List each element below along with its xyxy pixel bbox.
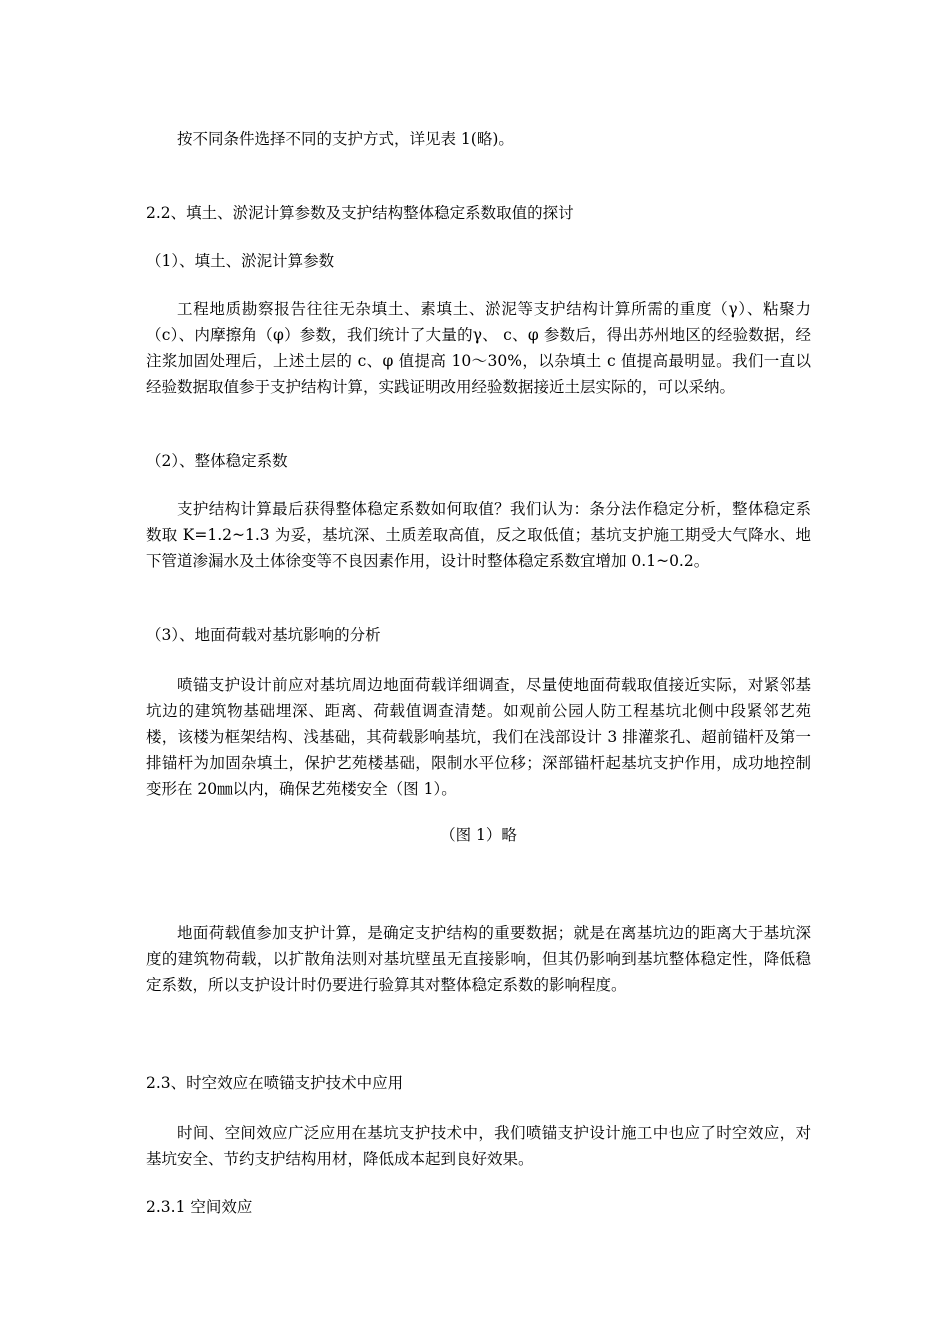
subsection-heading-1: （1）、填土、淤泥计算参数 — [146, 252, 335, 270]
subsection-heading-3: （3）、地面荷载对基坑影响的分析 — [146, 626, 381, 644]
intro-paragraph: 按不同条件选择不同的支护方式，详见表 1(略)。 — [177, 130, 514, 148]
paragraph-time-space-effect: 时间、空间效应广泛应用在基坑支护技术中，我们喷锚支护设计施工中也应了时空效应，对基坑安全、节约支护结构用材，降低成本起到良好效果。 — [146, 1124, 811, 1168]
section-heading-2-3: 2.3、时空效应在喷锚支护技术中应用 — [146, 1074, 404, 1092]
paragraph-stability-coefficient: 支护结构计算最后获得整体稳定系数如何取值？我们认为：条分法作稳定分析，整体稳定系数取 K=1.2~1.3 为妥，基坑深、土质差取高值，反之取低值；基坑支护施工期受大气降水、地下管道渗漏水及土体徐变等不良因素作用，设计时整体稳定系数宜增加 0.1~0.2。 — [146, 500, 811, 570]
section-heading-2-2: 2.2、填土、淤泥计算参数及支护结构整体稳定系数取值的探讨 — [146, 204, 574, 222]
paragraph-fill-parameters: 工程地质勘察报告往往无杂填土、素填土、淤泥等支护结构计算所需的重度（γ）、粘聚力（c）、内摩擦角（φ）参数，我们统计了大量的γ、 c、φ 参数后，得出苏州地区的经验数据，经注浆加固处理后，上述土层的 c、φ 值提高 10～30%，以杂填土 c 值提高最明显。我们一直以经验数据取值参于支护结构计算，实践证明改用经验数据接近土层实际的，可以采纳。 — [146, 300, 811, 396]
subsection-heading-2: （2）、整体稳定系数 — [146, 452, 288, 470]
figure-caption: （图 1）略 — [440, 826, 517, 844]
section-heading-2-3-1: 2.3.1 空间效应 — [146, 1198, 253, 1216]
paragraph-ground-load: 喷锚支护设计前应对基坑周边地面荷载详细调查，尽量使地面荷载取值接近实际，对紧邻基坑边的建筑物基础埋深、距离、荷载值调查清楚。如观前公园人防工程基坑北侧中段紧邻艺苑楼，该楼为框架结构、浅基础，其荷载影响基坑，我们在浅部设计 3 排灌浆孔、超前锚杆及第一排锚杆为加固杂填土，保护艺苑楼基础，限制水平位移；深部锚杆起基坑支护作用，成功地控制变形在 20㎜以内，确保艺苑楼安全（图 1）。 — [146, 676, 811, 798]
paragraph-load-calculation: 地面荷载值参加支护计算，是确定支护结构的重要数据；就是在离基坑边的距离大于基坑深度的建筑物荷载，以扩散角法则对基坑壁虽无直接影响，但其仍影响到基坑整体稳定性，降低稳定系数，所以支护设计时仍要进行验算其对整体稳定系数的影响程度。 — [146, 924, 811, 994]
